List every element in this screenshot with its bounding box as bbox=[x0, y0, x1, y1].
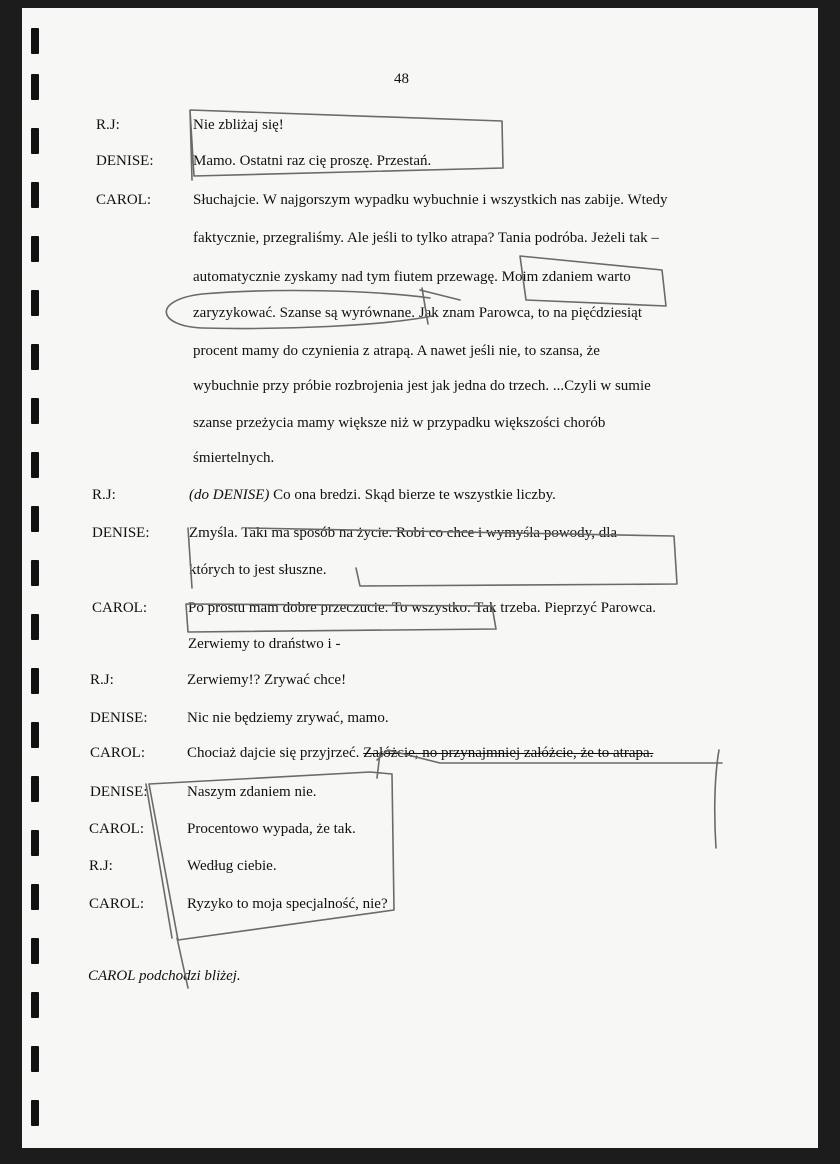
speaker-name: CAROL: bbox=[90, 745, 146, 761]
dialogue-line: Nic nie będziemy zrywać, mamo. bbox=[187, 710, 389, 726]
dialogue-line: faktycznie, przegraliśmy. Ale jeśli to tylko atrapa? Tania podróba. Jeżeli tak – bbox=[193, 230, 659, 246]
speaker-name: DENISE: bbox=[92, 525, 150, 541]
punch-hole bbox=[31, 182, 39, 208]
struck-text: Załóżcie, no przynajmniej załóżcie, że to atrapa. bbox=[363, 745, 654, 761]
script-page bbox=[22, 8, 818, 1148]
punch-hole bbox=[31, 506, 39, 532]
punch-hole bbox=[31, 452, 39, 478]
speaker-name: DENISE: bbox=[96, 153, 154, 169]
dialogue-line: Zmyśla. Taki ma sposób na życie. Robi co chce i wymyśla powody, dla bbox=[189, 525, 618, 541]
stage-direction-inline: (do DENISE) bbox=[189, 487, 270, 503]
dialogue-line: których to jest słuszne. bbox=[189, 562, 327, 578]
punch-hole bbox=[31, 128, 39, 154]
speaker-name: CAROL: bbox=[96, 192, 152, 208]
punch-hole bbox=[31, 398, 39, 424]
dialogue-line: Według ciebie. bbox=[187, 858, 277, 874]
dialogue-line: śmiertelnych. bbox=[193, 450, 275, 466]
dialogue-line: Zerwiemy to draństwo i - bbox=[188, 636, 341, 652]
punch-hole bbox=[31, 28, 39, 54]
punch-hole bbox=[31, 614, 39, 640]
dialogue-line: Po prostu mam dobre przeczucie. To wszystko. Tak trzeba. Pieprzyć Parowca. bbox=[188, 600, 657, 616]
dialogue-line: Ryzyko to moja specjalność, nie? bbox=[187, 896, 388, 912]
speaker-name: CAROL: bbox=[89, 821, 145, 837]
speaker-name: R.J: bbox=[90, 672, 114, 688]
punch-hole bbox=[31, 290, 39, 316]
punch-hole bbox=[31, 776, 39, 802]
dialogue-line: Nie zbliżaj się! bbox=[193, 117, 284, 133]
dialogue-line bbox=[187, 745, 653, 762]
speaker-name: DENISE: bbox=[90, 710, 148, 726]
punch-hole bbox=[31, 344, 39, 370]
page-number: 48 bbox=[394, 71, 409, 87]
speaker-name: R.J: bbox=[92, 487, 116, 503]
punch-hole bbox=[31, 236, 39, 262]
speaker-name: R.J: bbox=[96, 117, 120, 133]
dialogue-line: Procentowo wypada, że tak. bbox=[187, 821, 356, 837]
speaker-name: DENISE: bbox=[90, 784, 148, 800]
dialogue-line: Słuchajcie. W najgorszym wypadku wybuchnie i wszystkich nas zabije. Wtedy bbox=[193, 192, 668, 208]
dialogue-text: Chociaż dajcie się przyjrzeć. bbox=[187, 745, 364, 761]
dialogue-line: szanse przeżycia mamy większe niż w przypadku większości chorób bbox=[193, 415, 606, 431]
punch-hole bbox=[31, 560, 39, 586]
punch-hole bbox=[31, 938, 39, 964]
punch-hole bbox=[31, 830, 39, 856]
dialogue-line: Naszym zdaniem nie. bbox=[187, 784, 317, 800]
speaker-name: CAROL: bbox=[92, 600, 148, 616]
pencil-strike-mark bbox=[377, 750, 722, 848]
dialogue-line: automatycznie zyskamy nad tym fiutem przewagę. Moim zdaniem warto bbox=[193, 269, 631, 285]
dialogue-line: Zerwiemy!? Zrywać chce! bbox=[187, 672, 347, 688]
punch-hole bbox=[31, 1046, 39, 1072]
dialogue-line: procent mamy do czynienia z atrapą. A nawet jeśli nie, to szansa, że bbox=[193, 343, 600, 359]
stage-direction: CAROL podchodzi bliżej. bbox=[88, 968, 241, 984]
punch-hole bbox=[31, 722, 39, 748]
dialogue-line bbox=[189, 487, 556, 504]
punch-hole bbox=[31, 1100, 39, 1126]
dialogue-line: wybuchnie przy próbie rozbrojenia jest jak jedna do trzech. ...Czyli w sumie bbox=[193, 378, 651, 394]
dialogue-line: zaryzykować. Szanse są wyrównane. Jak znam Parowca, to na pięćdziesiąt bbox=[193, 305, 642, 321]
punch-hole bbox=[31, 74, 39, 100]
dialogue-text: Co ona bredzi. Skąd bierze te wszystkie liczby. bbox=[269, 487, 556, 503]
dialogue-line: Mamo. Ostatni raz cię proszę. Przestań. bbox=[193, 153, 432, 169]
speaker-name: R.J: bbox=[89, 858, 113, 874]
punch-hole bbox=[31, 668, 39, 694]
speaker-name: CAROL: bbox=[89, 896, 145, 912]
punch-hole bbox=[31, 884, 39, 910]
punch-hole bbox=[31, 992, 39, 1018]
